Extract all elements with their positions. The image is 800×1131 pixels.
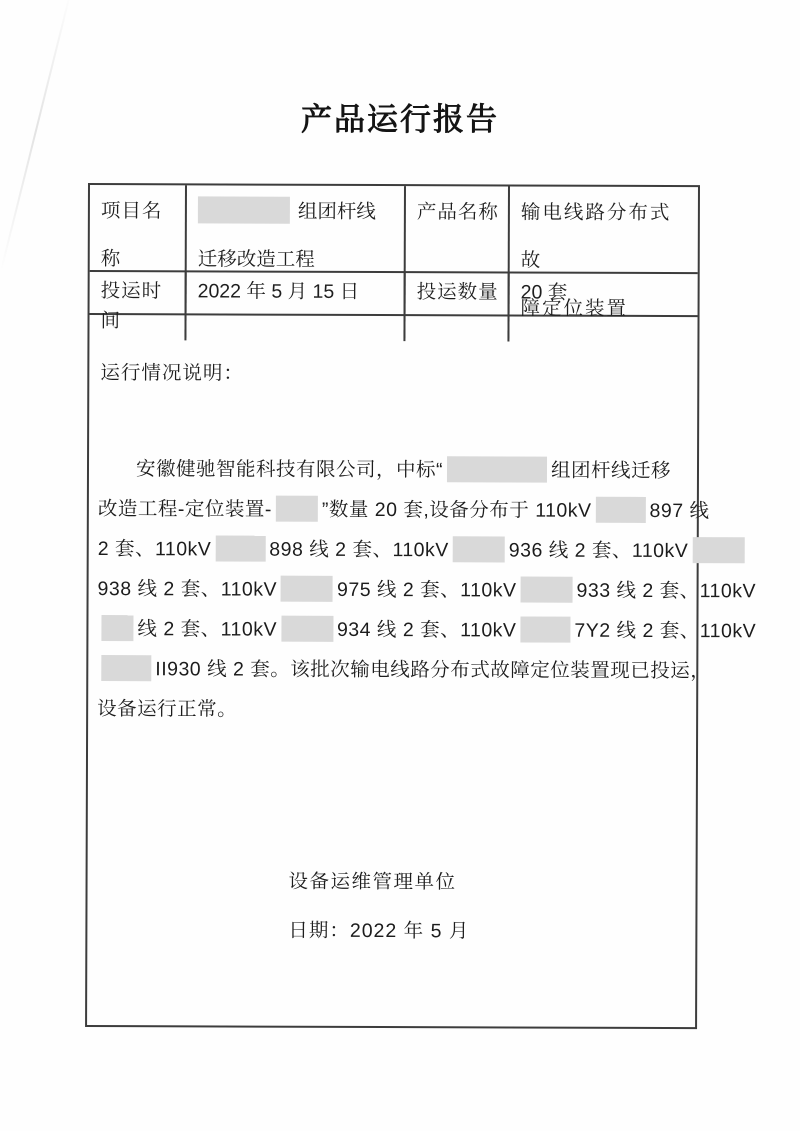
paragraph-line — [98, 529, 691, 571]
redaction-box — [276, 496, 318, 522]
redaction-box — [215, 535, 265, 561]
paragraph-text: 897 线 — [649, 499, 710, 523]
paragraph-line — [97, 649, 711, 691]
page-title: 产品运行报告 — [301, 102, 499, 137]
redaction-box — [101, 655, 151, 681]
redaction-box — [281, 616, 333, 642]
redaction-box — [596, 497, 646, 523]
product-name-line2: 障定位装置 — [520, 297, 629, 320]
project-name-label: 项目名称 — [89, 185, 187, 337]
table-row — [90, 272, 698, 333]
operation-description-label: 运行情况说明： — [100, 362, 244, 385]
signature-date: 日期：2022 年 5 月 — [288, 919, 470, 943]
redaction-box — [198, 197, 290, 224]
paragraph-text: 7Y2 线 2 套、110kV — [574, 619, 757, 643]
paragraph-text: 安徽健驰智能科技有限公司，中标“ — [135, 458, 444, 482]
commission-date-value: 2022 年 5 月 15 日 — [186, 272, 405, 341]
signature-block — [288, 866, 469, 944]
paragraph-text: 898 线 2 套、110kV — [269, 538, 449, 562]
paragraph-text: ”数量 20 套,设备分布于 110kV — [321, 498, 592, 522]
paragraph-line — [97, 689, 690, 731]
commission-qty-value: 20 套 — [520, 281, 568, 304]
commission-qty-label: 投运数量 — [405, 273, 509, 341]
paragraph-line — [97, 489, 710, 531]
paragraph-text: 2 套、110kV — [97, 538, 212, 561]
paragraph-text: 线 2 套、110kV — [137, 618, 278, 641]
paragraph-line — [98, 449, 691, 491]
commission-date-label: 投运时间 — [89, 272, 186, 340]
redaction-box — [101, 615, 133, 641]
paragraph-line — [97, 609, 757, 651]
redaction-box — [520, 616, 570, 642]
report-paragraph — [97, 449, 757, 731]
paragraph-text: 934 线 2 套、110kV — [336, 618, 517, 642]
paragraph-text: 933 线 2 套、110kV — [576, 579, 757, 603]
redaction-box — [281, 576, 333, 602]
paragraph-text: 936 线 2 套、110kV — [508, 539, 689, 563]
redaction-box — [692, 537, 744, 563]
paragraph-text: 改造工程-定位装置- — [97, 498, 272, 521]
paragraph-text: 975 线 2 套、110kV — [337, 578, 517, 602]
product-name-line1: 输电线路分布式故 — [520, 201, 672, 272]
paragraph-text: II930 线 2 套。该批次输电线路分布式故障定位装置现已投运， — [155, 658, 711, 683]
project-name-text: 组团杆线 — [297, 200, 376, 224]
paragraph-text: 设备运行正常。 — [97, 698, 238, 721]
redaction-box — [453, 536, 505, 562]
product-name-label: 产品名称 — [405, 186, 510, 338]
project-name-line2: 迁移改造工程 — [197, 248, 315, 271]
report-table — [85, 183, 757, 1029]
operation-description-cell — [87, 357, 757, 1027]
paragraph-line — [97, 569, 757, 611]
signature-unit: 设备运维管理单位 — [288, 870, 457, 894]
paragraph-text: 组团杆线迁移 — [550, 459, 672, 483]
paragraph-text: 938 线 2 套、110kV — [97, 578, 278, 601]
redaction-box — [447, 456, 547, 482]
redaction-box — [521, 576, 573, 602]
project-name-line1 — [198, 187, 398, 236]
